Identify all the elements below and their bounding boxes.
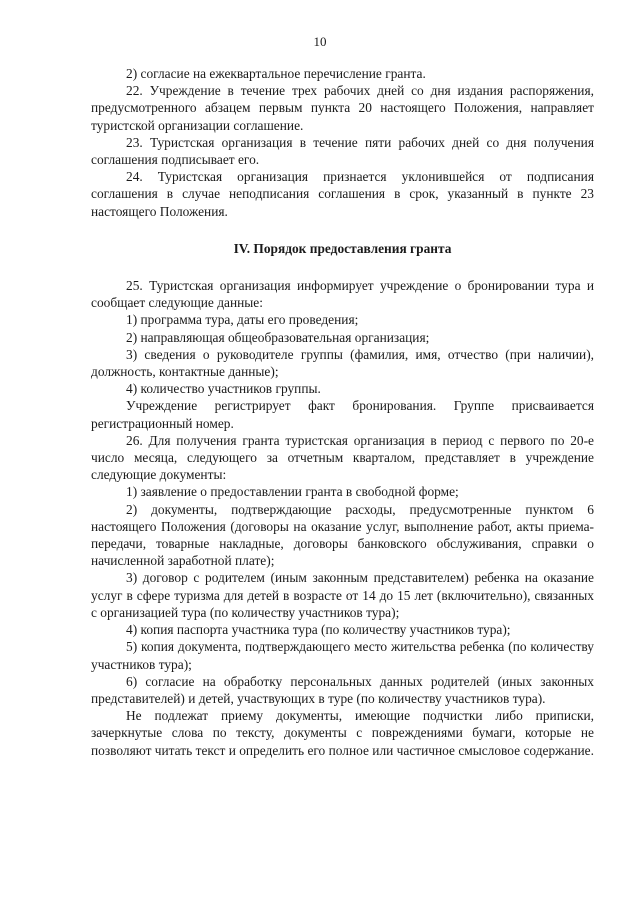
list-item: 4) количество участников группы. [126, 381, 321, 397]
paragraph: 23. Туристская организация в течение пяти рабочих дней со дня получения соглашения подписывает его. [91, 134, 594, 168]
list-item: 2) направляющая общеобразовательная организация; [126, 329, 430, 345]
list-item: 1) программа тура, даты его проведения; [126, 312, 359, 328]
list-item: 5) копия документа, подтверждающего место жительства ребенка (по количеству участников тура); [91, 639, 594, 672]
paragraph: 25. Туристская организация информирует учреждение о бронировании тура и сообщает следующие данные: [91, 278, 594, 311]
list-item: 3) сведения о руководителе группы (фамилия, имя, отчество (при наличии), должность, контактные данные); [91, 346, 594, 380]
section-heading: IV. Порядок предоставления гранта [233, 240, 452, 256]
paragraph: 26. Для получения гранта туристская организация в период с первого по 20-е число месяца, следующего за отчетным кварталом, представляет в учреждение следующие документы: [91, 432, 594, 483]
list-item: 4) копия паспорта участника тура (по количеству участников тура); [126, 622, 511, 638]
page-number: 10 [313, 34, 327, 49]
document-body [91, 65, 594, 759]
paragraph: 24. Туристская организация признается уклонившейся от подписания соглашения в случае неподписания соглашения в срок, указанный в пункте 23 настоящего Положения. [91, 169, 594, 219]
list-item: 2) документы, подтверждающие расходы, предусмотренные пунктом 6 настоящего Положения (договоры на оказание услуг, выполнение работ, акты приема-передачи, товарные накладные, договоры банковского обслуживания, справки о начисленной заработной плате); [91, 501, 594, 569]
paragraph: Не подлежат приему документы, имеющие подчистки либо приписки, зачеркнутые слова по тексту, документы с повреждениями бумаги, которые не позволяют читать текст и определить его полное или частичное смысловое содержание. [91, 708, 594, 758]
paragraph: Учреждение регистрирует факт бронирования. Группе присваивается регистрационный номер. [91, 398, 594, 431]
list-item: 6) согласие на обработку персональных данных родителей (иных законных представителей) и детей, участвующих в туре (по количеству участников тура). [91, 673, 594, 706]
paragraph: 22. Учреждение в течение трех рабочих дней со дня издания распоряжения, предусмотренного абзацем первым пункта 20 настоящего Положения, направляет туристской организации соглашение. [91, 83, 594, 133]
list-item: 3) договор с родителем (иным законным представителем) ребенка на оказание услуг в сфере туризма для детей в возрасте от 14 до 15 лет (включительно), связанных с организацией тура (по количеству участников тура); [91, 570, 594, 620]
paragraph: 2) согласие на ежеквартальное перечисление гранта. [126, 66, 426, 81]
list-item: 1) заявление о предоставлении гранта в свободной форме; [126, 484, 459, 500]
